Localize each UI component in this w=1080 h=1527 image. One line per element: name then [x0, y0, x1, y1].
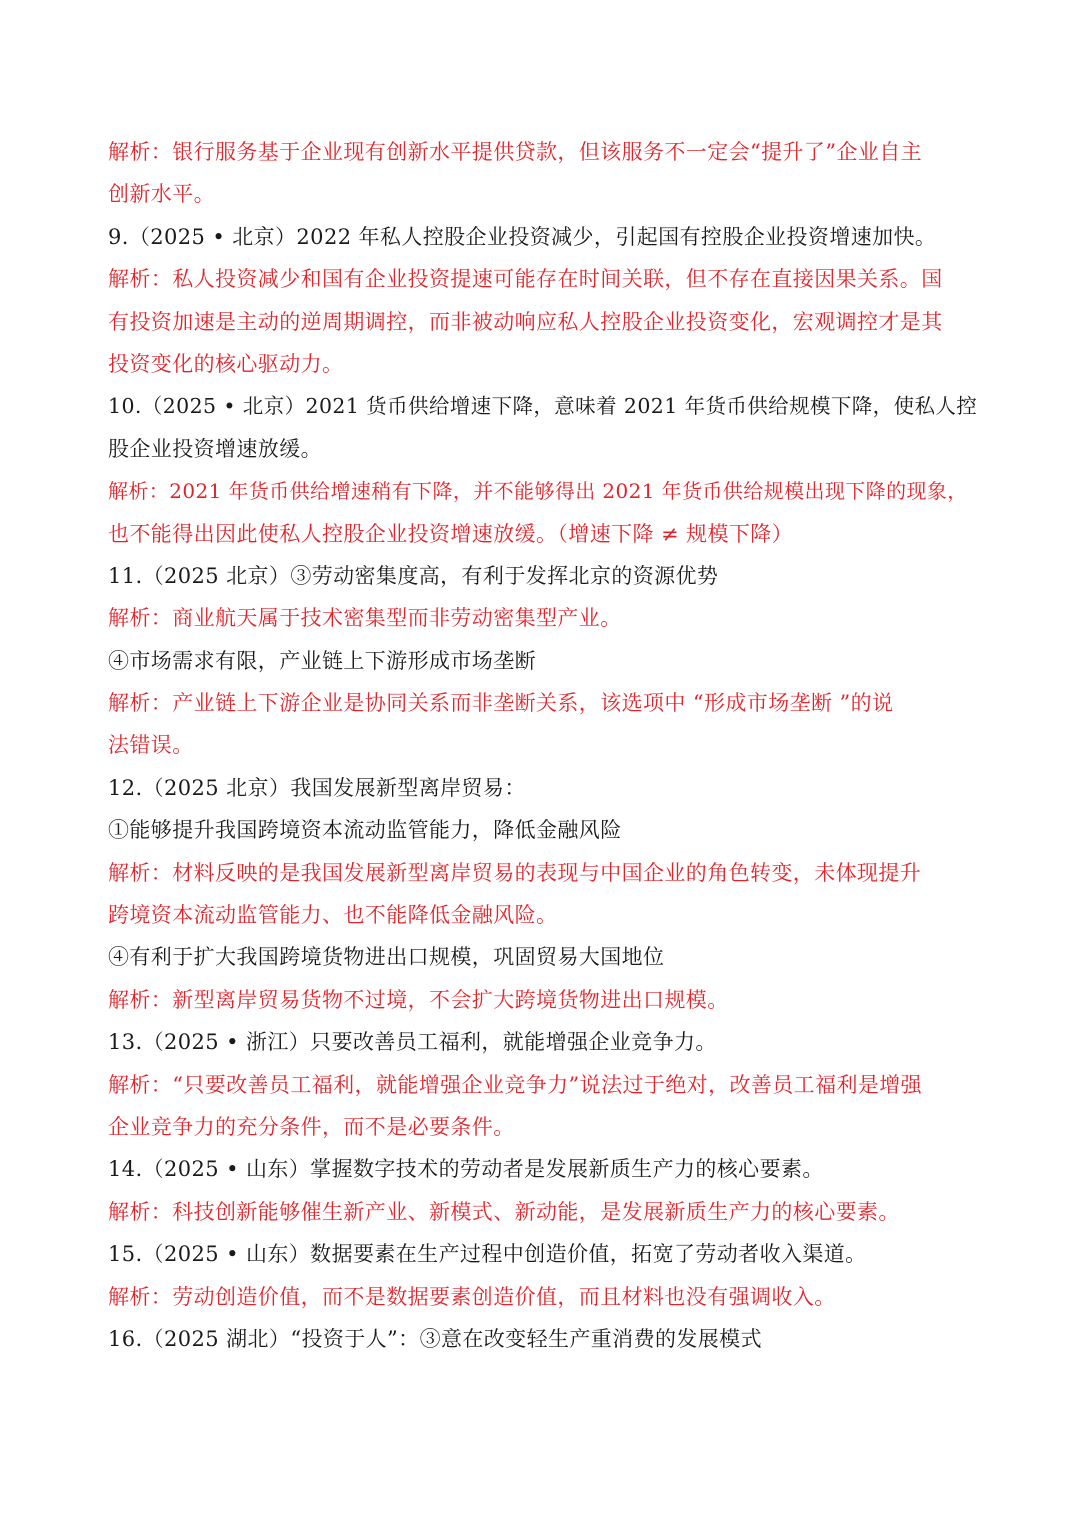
- question-line: ①能够提升我国跨境资本流动监管能力，降低金融风险: [108, 818, 622, 843]
- analysis-line: 解析：产业链上下游企业是协同关系而非垄断关系，该选项中 “形成市场垄断 ”的说: [108, 691, 894, 716]
- question-line: ④有利于扩大我国跨境货物进出口规模，巩固贸易大国地位: [108, 945, 665, 970]
- analysis-line: 解析：新型离岸贸易货物不过境，不会扩大跨境货物进出口规模。: [108, 987, 729, 1012]
- question-line: 14.（2025 • 山东）掌握数字技术的劳动者是发展新质生产力的核心要素。: [108, 1157, 824, 1182]
- question-line: ④市场需求有限，产业链上下游形成市场垄断: [108, 648, 536, 673]
- analysis-line: 也不能得出因此使私人控股企业投资增速放缓。（增速下降 ≠ 规模下降）: [108, 521, 794, 546]
- analysis-line: 解析：材料反映的是我国发展新型离岸贸易的表现与中国企业的角色转变，未体现提升: [108, 860, 922, 885]
- analysis-line: 解析：劳动创造价值，而不是数据要素创造价值，而且材料也没有强调收入。: [108, 1284, 836, 1309]
- analysis-line: 解析：“只要改善员工福利，就能增强企业竞争力”说法过于绝对，改善员工福利是增强: [108, 1072, 923, 1097]
- analysis-line: 解析：商业航天属于技术密集型而非劳动密集型产业。: [108, 606, 622, 631]
- analysis-line: 跨境资本流动监管能力、也不能降低金融风险。: [108, 903, 558, 928]
- analysis-line: 解析：2021 年货币供给增速稍有下降，并不能够得出 2021 年货币供给规模出现下降的现象，: [108, 479, 968, 504]
- question-line: 15.（2025 • 山东）数据要素在生产过程中创造价值，拓宽了劳动者收入渠道。: [108, 1242, 867, 1267]
- analysis-line: 法错误。: [108, 733, 194, 758]
- analysis-line: 创新水平。: [108, 182, 215, 207]
- analysis-line: 有投资加速是主动的逆周期调控，而非被动响应私人控股企业投资变化，宏观调控才是其: [108, 309, 943, 334]
- analysis-line: 投资变化的核心驱动力。: [108, 351, 344, 376]
- analysis-line: 解析：科技创新能够催生新产业、新模式、新动能，是发展新质生产力的核心要素。: [108, 1199, 900, 1224]
- document-page: [108, 131, 988, 1360]
- analysis-line: 解析：银行服务基于企业现有创新水平提供贷款，但该服务不一定会“提升了”企业自主: [108, 140, 923, 164]
- question-line: 12.（2025 北京）我国发展新型离岸贸易：: [108, 775, 526, 800]
- question-line: 10.（2025 • 北京）2021 货币供给增速下降，意味着 2021 年货币供给规模下降，使私人控: [108, 394, 978, 419]
- question-line: 11.（2025 北京）③劳动密集度高，有利于发挥北京的资源优势: [108, 563, 719, 588]
- question-line: 股企业投资增速放缓。: [108, 436, 322, 461]
- question-line: 16.（2025 湖北）“投资于人”：③意在改变轻生产重消费的发展模式: [108, 1326, 762, 1351]
- question-line: 9.（2025 • 北京）2022 年私人控股企业投资减少，引起国有控股企业投资增速加快。: [108, 224, 937, 249]
- analysis-line: 解析：私人投资减少和国有企业投资提速可能存在时间关联，但不存在直接因果关系。国: [108, 267, 943, 292]
- question-line: 13.（2025 • 浙江）只要改善员工福利，就能增强企业竞争力。: [108, 1030, 717, 1055]
- analysis-line: 企业竞争力的充分条件，而不是必要条件。: [108, 1114, 515, 1139]
